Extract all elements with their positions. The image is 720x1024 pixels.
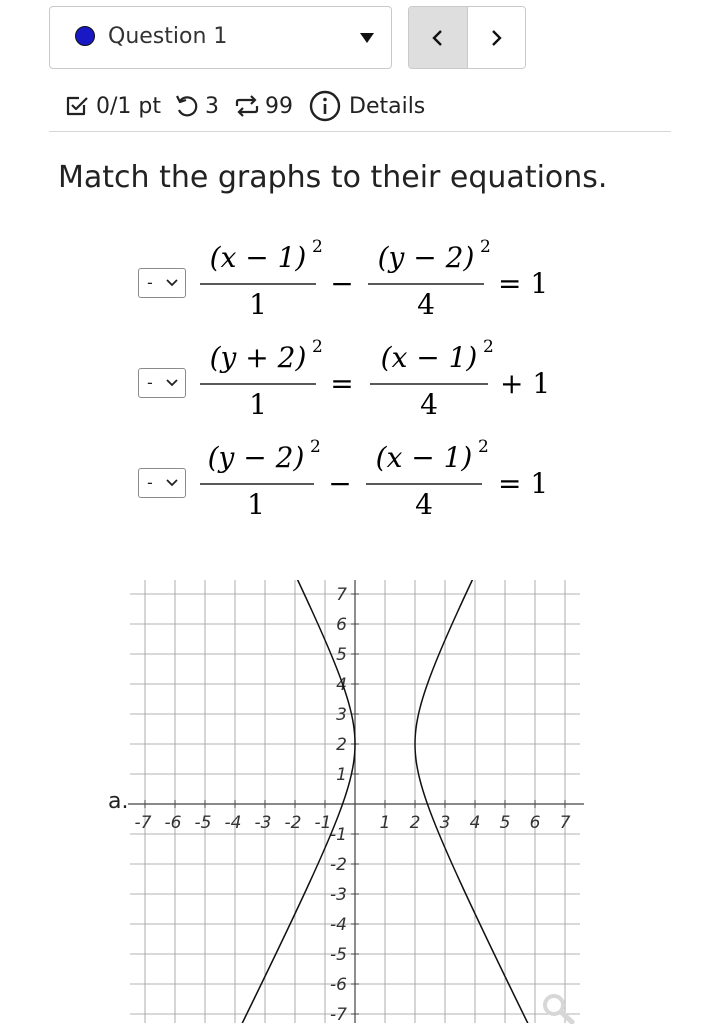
- y-tick-label: 1: [336, 765, 347, 785]
- denominator: 4: [420, 388, 438, 421]
- numerator: (x − 1): [375, 441, 473, 474]
- x-tick-label: 3: [439, 813, 451, 833]
- x-tick-label: 2: [409, 813, 421, 833]
- x-tick-label: -4: [224, 813, 242, 833]
- right-hand-side: + 1: [500, 367, 551, 400]
- chevron-left-icon: [431, 28, 445, 48]
- x-tick-label: -6: [164, 813, 182, 833]
- divider: [49, 131, 671, 132]
- y-tick-label: -2: [330, 855, 347, 875]
- x-tick-label: 4: [469, 813, 481, 833]
- denominator: 4: [415, 488, 433, 521]
- exponent: 2: [310, 437, 321, 457]
- numerator: (x − 1): [380, 341, 478, 374]
- exponent: 2: [483, 337, 494, 357]
- question-select-label: Question 1: [108, 24, 228, 49]
- x-tick-label: 1: [379, 813, 391, 833]
- chevron-right-icon: [489, 28, 503, 48]
- equation-row: [138, 430, 598, 530]
- answer-select[interactable]: [138, 268, 186, 298]
- y-tick-label: 5: [336, 645, 347, 665]
- y-tick-label: 7: [336, 585, 347, 605]
- chevron-down-icon: [165, 278, 179, 288]
- equation-math: [196, 330, 596, 430]
- question-prompt: Match the graphs to their equations.: [58, 160, 608, 195]
- question-nav: [408, 6, 526, 69]
- x-tick-label: -7: [134, 813, 152, 833]
- numerator: (y − 2): [377, 241, 475, 274]
- hyperbola-right-branch: [415, 580, 531, 1023]
- graph-a-label: a.: [108, 789, 129, 814]
- operator: −: [330, 267, 354, 300]
- y-tick-label: -3: [330, 885, 347, 905]
- equation-math: [196, 430, 596, 530]
- answer-select[interactable]: [138, 468, 186, 498]
- next-question-button[interactable]: [468, 7, 526, 68]
- attempts-info: [173, 93, 219, 119]
- question-select[interactable]: [49, 6, 392, 69]
- answer-select[interactable]: [138, 368, 186, 398]
- chevron-down-icon: [165, 478, 179, 488]
- x-tick-label: -5: [194, 813, 212, 833]
- score-text: 0/1 pt: [96, 93, 161, 119]
- operator: =: [330, 367, 354, 400]
- y-tick-label: 4: [336, 675, 347, 695]
- denominator: 4: [417, 288, 435, 321]
- x-tick-label: 7: [559, 813, 571, 833]
- numerator: (y + 2): [209, 341, 307, 374]
- equation-row: [138, 330, 598, 430]
- y-tick-label: -4: [330, 915, 347, 935]
- y-tick-label: 3: [336, 705, 347, 725]
- magnify-icon[interactable]: [541, 992, 575, 1024]
- x-tick-label: 6: [529, 813, 541, 833]
- repeat-icon: [233, 93, 261, 119]
- y-tick-label: -1: [330, 825, 347, 845]
- numerator: (x − 1): [209, 241, 307, 274]
- axes: [128, 580, 584, 1023]
- exponent: 2: [478, 437, 489, 457]
- exponent: 2: [480, 237, 491, 257]
- y-tick-label: -6: [330, 975, 347, 995]
- exponent: 2: [312, 337, 323, 357]
- equation-math: [196, 230, 596, 330]
- x-tick-label: -3: [254, 813, 272, 833]
- equation-row: [138, 230, 598, 330]
- previous-question-button[interactable]: [409, 7, 468, 68]
- select-value: -: [147, 473, 153, 492]
- attempts-text: 3: [205, 93, 219, 119]
- y-tick-label: 2: [336, 735, 347, 755]
- x-tick-label: 5: [499, 813, 511, 833]
- exponent: 2: [312, 237, 323, 257]
- score-info: [64, 93, 161, 119]
- y-tick-label: -7: [330, 1005, 347, 1023]
- denominator: 1: [249, 288, 267, 321]
- dropdown-arrow-icon: [360, 33, 374, 43]
- x-tick-label: -2: [284, 813, 302, 833]
- question-status-dot: [75, 26, 95, 46]
- details-label: Details: [349, 93, 426, 119]
- y-tick-label: 6: [336, 615, 347, 635]
- retries-info: [233, 93, 293, 119]
- select-value: -: [147, 373, 153, 392]
- denominator: 1: [249, 388, 267, 421]
- retries-text: 99: [265, 93, 293, 119]
- info-icon: [309, 90, 341, 122]
- denominator: 1: [247, 488, 265, 521]
- operator: −: [328, 467, 352, 500]
- chevron-down-icon: [165, 378, 179, 388]
- x-tick-label: -1: [314, 813, 332, 833]
- details-toggle[interactable]: [309, 90, 425, 122]
- question-meta-bar: [64, 86, 425, 126]
- right-hand-side: = 1: [498, 267, 549, 300]
- graph-a: [128, 580, 588, 1023]
- undo-icon: [173, 93, 201, 119]
- checkbox-icon: [64, 93, 90, 119]
- y-tick-label: -5: [330, 945, 347, 965]
- select-value: -: [147, 273, 153, 292]
- numerator: (y − 2): [207, 441, 305, 474]
- right-hand-side: = 1: [498, 467, 549, 500]
